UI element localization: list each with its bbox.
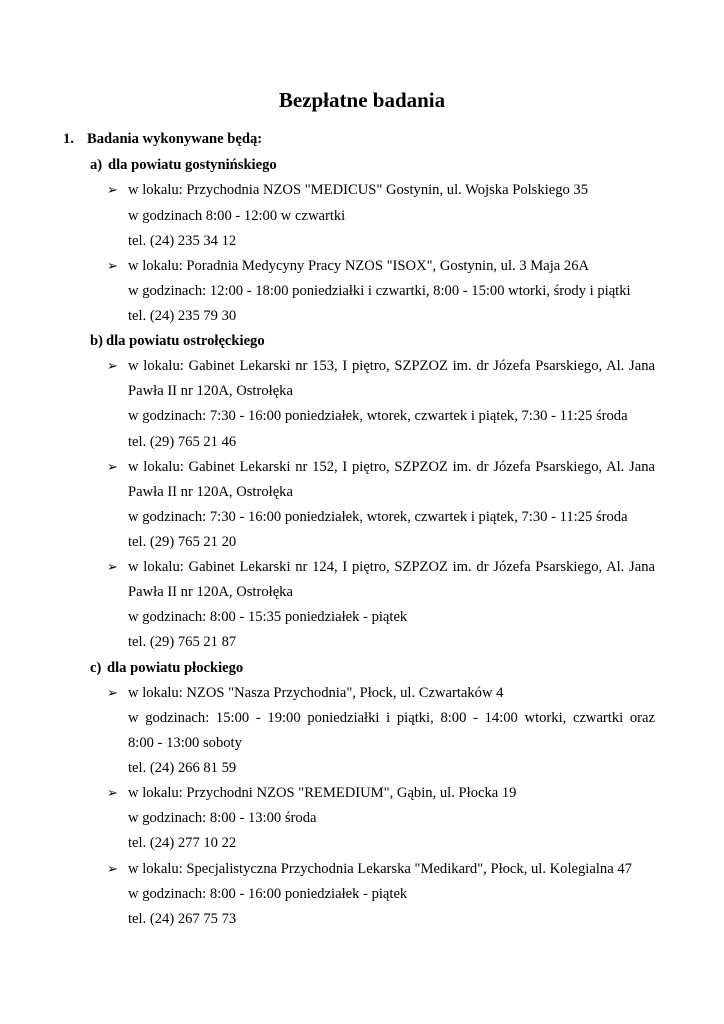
entry-line: w lokalu: Gabinet Lekarski nr 153, I piętro, SZPZOZ im. dr Józefa Psarskiego, Al. Jana	[128, 358, 655, 374]
entry-line: w lokalu: Gabinet Lekarski nr 124, I piętro, SZPZOZ im. dr Józefa Psarskiego, Al. Jana	[128, 559, 655, 575]
entry-line: w godzinach: 7:30 - 16:00 poniedziałek, wtorek, czwartek i piątek, 7:30 - 11:25 środa	[128, 408, 628, 424]
entry-line: w lokalu: Gabinet Lekarski nr 152, I piętro, SZPZOZ im. dr Józefa Psarskiego, Al. Jana	[128, 459, 655, 475]
subsection-title-a: dla powiatu gostynińskiego	[108, 157, 277, 173]
subsection-title-b: dla powiatu ostrołęckiego	[106, 333, 265, 349]
section-heading: Badania wykonywane będą:	[87, 131, 263, 147]
entry-line: Pawła II nr 120A, Ostrołęka	[128, 383, 293, 399]
arrow-bullet-icon: ➢	[107, 459, 118, 474]
entry-line: w godzinach: 15:00 - 19:00 poniedziałki i piątki, 8:00 - 14:00 wtorki, czwartki oraz	[128, 710, 655, 726]
entry-line: Pawła II nr 120A, Ostrołęka	[128, 484, 293, 500]
entry-line: tel. (24) 267 75 73	[128, 911, 237, 927]
list-number: 1.	[63, 131, 74, 147]
entry-line: w godzinach 8:00 - 12:00 w czwartki	[128, 208, 346, 224]
entry-line: w lokalu: Przychodni NZOS "REMEDIUM", Gąbin, ul. Płocka 19	[128, 785, 517, 801]
entry-line: tel. (29) 765 21 20	[128, 534, 237, 550]
entry-line: w lokalu: Specjalistyczna Przychodnia Lekarska "Medikard", Płock, ul. Kolegialna 47	[128, 861, 632, 877]
entry-line: tel. (24) 235 34 12	[128, 233, 237, 249]
entry-line: tel. (29) 765 21 87	[128, 634, 237, 650]
entry-line: tel. (24) 235 79 30	[128, 308, 237, 324]
page-title: Bezpłatne badania	[278, 88, 446, 112]
subsection-label-b: b)	[90, 333, 103, 349]
subsection-label-a: a)	[90, 157, 103, 173]
entry-line: tel. (29) 765 21 46	[128, 434, 237, 450]
entry-line: w godzinach: 12:00 - 18:00 poniedziałki i czwartki, 8:00 - 15:00 wtorki, środy i piątki	[128, 283, 631, 299]
subsection-title-c: dla powiatu płockiego	[107, 660, 244, 676]
entry-line: tel. (24) 277 10 22	[128, 835, 237, 851]
arrow-bullet-icon: ➢	[107, 358, 118, 373]
arrow-bullet-icon: ➢	[107, 182, 118, 197]
entry-line: w godzinach: 7:30 - 16:00 poniedziałek, wtorek, czwartek i piątek, 7:30 - 11:25 środa	[128, 509, 628, 525]
entry-line: w godzinach: 8:00 - 15:35 poniedziałek - piątek	[128, 609, 408, 625]
arrow-bullet-icon: ➢	[107, 685, 118, 700]
entry-line: w lokalu: Przychodnia NZOS "MEDICUS" Gostynin, ul. Wojska Polskiego 35	[128, 182, 589, 198]
arrow-bullet-icon: ➢	[107, 559, 118, 574]
entry-line: Pawła II nr 120A, Ostrołęka	[128, 584, 293, 600]
arrow-bullet-icon: ➢	[107, 785, 118, 800]
entry-line: w lokalu: NZOS "Nasza Przychodnia", Płock, ul. Czwartaków 4	[128, 685, 504, 701]
entry-line: tel. (24) 266 81 59	[128, 760, 237, 776]
entry-line: w godzinach: 8:00 - 13:00 środa	[128, 810, 317, 826]
entry-line: w godzinach: 8:00 - 16:00 poniedziałek - piątek	[128, 886, 408, 902]
subsection-label-c: c)	[90, 660, 102, 676]
arrow-bullet-icon: ➢	[107, 258, 118, 273]
entry-line: w lokalu: Poradnia Medycyny Pracy NZOS "ISOX", Gostynin, ul. 3 Maja 26A	[128, 258, 590, 274]
entry-line: 8:00 - 13:00 soboty	[128, 735, 242, 751]
arrow-bullet-icon: ➢	[107, 861, 118, 876]
